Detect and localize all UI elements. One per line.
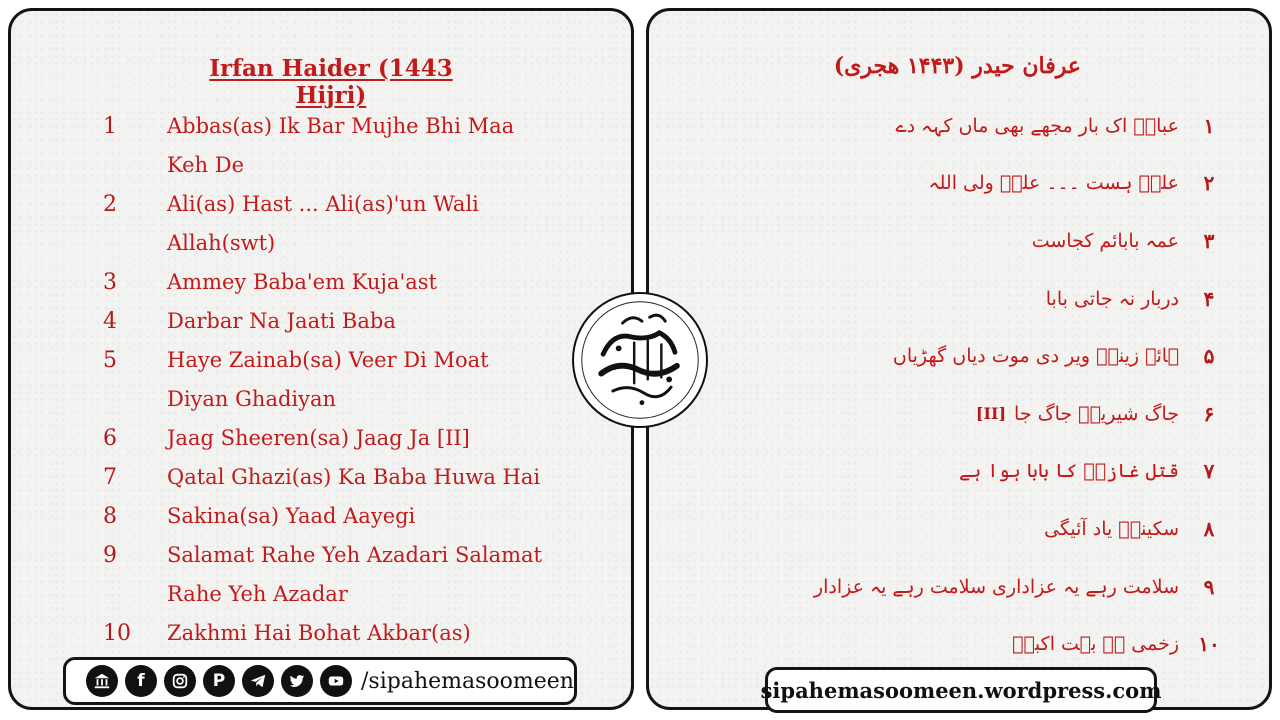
track-title: Abbas(as) Ik Bar Mujhe Bhi Maa Keh De xyxy=(167,114,515,177)
track-number: ۲ xyxy=(1203,171,1215,196)
english-track-list xyxy=(103,107,623,653)
english-tracklist-panel xyxy=(8,8,634,710)
urdu-track-list xyxy=(739,97,1239,673)
list-item xyxy=(103,419,623,458)
list-item xyxy=(103,107,623,185)
track-number: ۸ xyxy=(1203,516,1215,541)
track-number: ۶ xyxy=(1203,401,1215,426)
website-link[interactable]: sipahemasoomeen.wordpress.com xyxy=(765,667,1157,713)
track-title: Jaag Sheeren(sa) Jaag Ja [II] xyxy=(167,426,470,450)
list-item xyxy=(739,615,1239,673)
list-item xyxy=(739,558,1239,616)
track-title: عمہ بابائم کجاست xyxy=(1031,229,1179,252)
track-title: دربار نہ جاتی بابا xyxy=(1045,287,1179,310)
track-number: ۱۰ xyxy=(1198,632,1220,657)
track-title: عباسؑ اک بار مجھے بھی ماں کہہ دے xyxy=(895,114,1179,137)
list-item xyxy=(739,212,1239,270)
track-number: 4 xyxy=(103,309,117,334)
track-number: 3 xyxy=(103,270,117,295)
list-item xyxy=(739,500,1239,558)
track-number: 2 xyxy=(103,192,117,217)
track-number: 6 xyxy=(103,426,117,451)
list-item xyxy=(739,385,1239,443)
facebook-icon[interactable]: f xyxy=(125,665,157,697)
list-item xyxy=(739,97,1239,155)
track-number: ۱ xyxy=(1203,113,1215,138)
track-title: Zakhmi Hai Bohat Akbar(as) xyxy=(167,621,471,645)
seal-calligraphy-art xyxy=(574,294,706,426)
twitter-icon[interactable] xyxy=(281,665,313,697)
track-title: Salamat Rahe Yeh Azadari Salamat Rahe Yeh Azadar xyxy=(167,543,542,606)
list-item xyxy=(103,536,623,614)
list-item xyxy=(739,443,1239,501)
urdu-tracklist-panel xyxy=(646,8,1272,710)
list-item xyxy=(103,497,623,536)
track-number: ۴ xyxy=(1203,286,1215,311)
track-title: جاگ شیرینؑ جاگ جا xyxy=(1014,402,1179,425)
track-title: Sakina(sa) Yaad Aayegi xyxy=(167,504,416,528)
list-item xyxy=(103,302,623,341)
list-item xyxy=(103,458,623,497)
track-title: Ali(as) Hast ... Ali(as)'un Wali Allah(swt) xyxy=(167,192,479,255)
youtube-icon[interactable] xyxy=(320,665,352,697)
track-number: 8 xyxy=(103,504,117,529)
calligraphy-seal-logo xyxy=(572,292,708,428)
social-handle[interactable]: /sipahemasoomeen xyxy=(361,668,574,694)
list-item xyxy=(103,263,623,302)
track-number: ۵ xyxy=(1203,344,1215,369)
urdu-title: عرفان حیدر (۱۴۴۳ ھجری) xyxy=(833,53,1081,79)
track-number: 1 xyxy=(103,114,117,139)
track-number: 5 xyxy=(103,348,117,373)
track-number: 7 xyxy=(103,465,117,490)
track-number: ۹ xyxy=(1203,574,1215,599)
track-number: ۳ xyxy=(1203,228,1215,253)
track-title: Qatal Ghazi(as) Ka Baba Huwa Hai xyxy=(167,465,541,489)
track-title: قتل غازیؑ کا بابا ہوا ہے xyxy=(959,460,1179,483)
list-item xyxy=(103,341,623,419)
list-item xyxy=(739,270,1239,328)
track-number: 9 xyxy=(103,543,117,568)
telegram-icon[interactable] xyxy=(242,665,274,697)
track-title: Haye Zainab(sa) Veer Di Moat Diyan Ghadiyan xyxy=(167,348,489,411)
instagram-icon[interactable] xyxy=(164,665,196,697)
track-number: 10 xyxy=(103,621,131,646)
track-title: Darbar Na Jaati Baba xyxy=(167,309,396,333)
bank-icon[interactable] xyxy=(86,665,118,697)
track-title: ہائے زینبؑ ویر دی موت دیاں گھڑیاں xyxy=(892,345,1179,368)
pinterest-icon[interactable]: P xyxy=(203,665,235,697)
list-item xyxy=(103,614,623,653)
list-item xyxy=(103,185,623,263)
repeat-mark: [II] xyxy=(975,404,1007,424)
track-title: سلامت رہے یہ عزاداری سلامت رہے یہ عزادار xyxy=(813,575,1179,598)
track-title: Ammey Baba'em Kuja'ast xyxy=(167,270,437,294)
track-number: ۷ xyxy=(1203,459,1215,484)
track-title: علیؑ ہست ۔۔۔ علیؑ ولی اللہ xyxy=(928,172,1179,195)
list-item xyxy=(739,327,1239,385)
track-title: زخمی ہے بہت اکبرؑ xyxy=(1012,633,1179,656)
english-title: Irfan Haider (1443 Hijri) xyxy=(209,55,453,109)
track-title: سکینہؑ یاد آئیگی xyxy=(1044,517,1179,540)
list-item xyxy=(739,155,1239,213)
social-links-bar xyxy=(63,657,577,705)
